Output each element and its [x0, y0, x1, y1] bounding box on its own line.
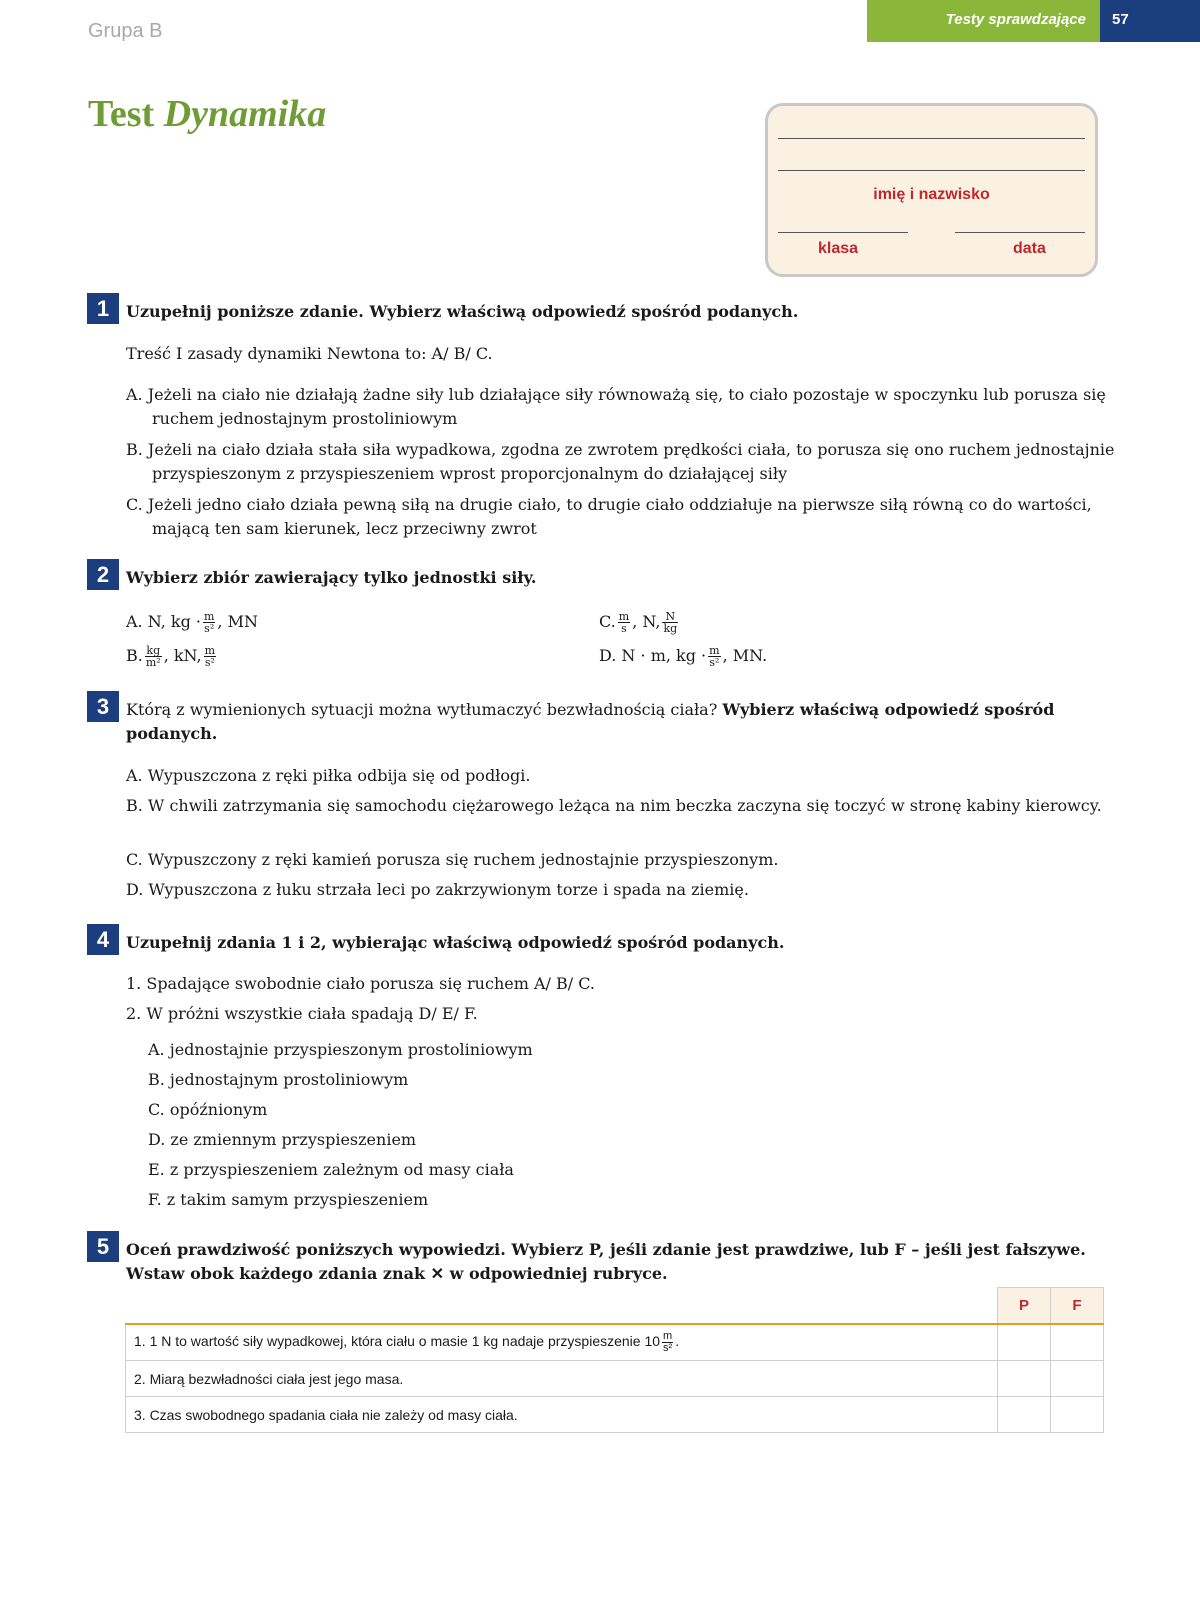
task-2-option-d[interactable]: D. N · m, kg · $\frac{m}{\text{s²}}$ , MN.: [599, 644, 768, 669]
task-number-5: 5: [87, 1231, 119, 1262]
table-row: [126, 1324, 1104, 1361]
group-label: Grupa B: [88, 20, 163, 42]
task-3-option-d[interactable]: D. Wypuszczona z łuku strzała leci po zakrzywionym torze i spada na ziemię.: [126, 880, 749, 899]
answer-f-3[interactable]: [1051, 1397, 1104, 1433]
task-3-option-c[interactable]: C. Wypuszczony z ręki kamień porusza się ruchem jednostajnie przyspieszonym.: [126, 850, 779, 869]
task-4-sentence-1: 1. Spadające swobodnie ciało porusza się ruchem A/ B/ C.: [126, 974, 595, 993]
answer-p-2[interactable]: [998, 1361, 1051, 1397]
task-2-option-a[interactable]: A. N, kg · $\frac{m}{\text{s²}}$ , MN: [126, 610, 258, 635]
task-1-option-a[interactable]: A. Jeżeli na ciało nie działają żadne siły lub działające siły równoważą się, to ciało pozostaje w spoczynku lub porusza się ruchem jednostajnym prostoliniowym: [126, 385, 1106, 428]
fraction: $\frac{m}{\text{s²}}$: [204, 644, 216, 669]
title-name: Dynamika: [163, 93, 327, 135]
name-line-2[interactable]: [778, 170, 1085, 171]
fraction: $\frac{N}{kg}$: [663, 610, 678, 635]
task-1-stem: Treść I zasady dynamiki Newtona to: A/ B/ C.: [126, 344, 493, 363]
answer-p-1[interactable]: [998, 1324, 1051, 1361]
fraction: $\frac{m}{\text{s²}}$: [709, 644, 720, 669]
statement-3: 3. Czas swobodnego spadania ciała nie zależy od masy ciała.: [126, 1397, 998, 1433]
answer-f-1[interactable]: [1051, 1324, 1104, 1361]
task-2-instruction: Wybierz zbiór zawierający tylko jednostki siły.: [126, 568, 537, 587]
column-p-header: P: [998, 1288, 1051, 1325]
answer-f-2[interactable]: [1051, 1361, 1104, 1397]
fraction: $\frac{m}{s}$: [618, 610, 630, 635]
class-line[interactable]: [778, 232, 908, 233]
page-number-banner: [1100, 0, 1200, 42]
date-label: data: [1013, 240, 1046, 257]
task-2-option-c[interactable]: C. $\frac{m}{s}$ , N, $\frac{N}{kg}$: [599, 610, 678, 635]
task-1-instruction: Uzupełnij poniższe zdanie. Wybierz właściwą odpowiedź spośród podanych.: [126, 302, 799, 321]
section-banner: [867, 0, 1100, 42]
section-label: Testy sprawdzające: [945, 11, 1086, 28]
task-3-option-a[interactable]: A. Wypuszczona z ręki piłka odbija się od podłogi.: [126, 766, 531, 785]
task-4-option-c[interactable]: C. opóźnionym: [148, 1100, 268, 1119]
fraction: $\frac{m}{\text{s²}}$: [203, 610, 215, 635]
class-label: klasa: [818, 240, 859, 257]
name-line-1[interactable]: [778, 138, 1085, 139]
true-false-table: [125, 1287, 1104, 1433]
task-number-1: 1: [87, 293, 119, 324]
task-4-option-e[interactable]: E. z przyspieszeniem zależnym od masy ciała: [148, 1160, 514, 1179]
task-number-2: 2: [87, 559, 119, 590]
task-2-option-b[interactable]: B. $\frac{kg}{\text{m²}}$ , kN, $\frac{m}{\text{s²}}$: [126, 644, 216, 669]
answer-p-3[interactable]: [998, 1397, 1051, 1433]
task-4-option-a[interactable]: A. jednostajnie przyspieszonym prostoliniowym: [148, 1040, 533, 1059]
column-f-header: F: [1051, 1288, 1104, 1325]
date-line[interactable]: [955, 232, 1085, 233]
task-1-option-b[interactable]: B. Jeżeli na ciało działa stała siła wypadkowa, zgodna ze zwrotem prędkości ciała, to porusza się ono ruchem jednostajnie przyspieszonym z przyspieszeniem wprost proporcjonalnym do działającej siły: [126, 440, 1115, 483]
fraction: $\frac{kg}{\text{m²}}$: [145, 644, 161, 669]
task-4-sentence-2: 2. W próżni wszystkie ciała spadają D/ E/ F.: [126, 1004, 478, 1023]
task-4-instruction: Uzupełnij zdania 1 i 2, wybierając właściwą odpowiedź spośród podanych.: [126, 933, 785, 952]
table-header-row: [126, 1288, 1104, 1325]
task-4-option-d[interactable]: D. ze zmiennym przyspieszeniem: [148, 1130, 417, 1149]
page-title: [88, 92, 326, 136]
task-4-option-b[interactable]: B. jednostajnym prostoliniowym: [148, 1070, 409, 1089]
task-number-4: 4: [87, 924, 119, 955]
table-row: [126, 1397, 1104, 1433]
table-row: [126, 1361, 1104, 1397]
name-label: imię i nazwisko: [873, 186, 990, 203]
statement-1: 1. 1 N to wartość siły wypadkowej, która ciału o masie 1 kg nadaje przyspieszenie 10 $\frac{m}{\text{s²}}$ .: [126, 1324, 998, 1361]
fraction: $\frac{m}{\text{s²}}$: [663, 1330, 673, 1354]
task-3-instruction: Którą z wymienionych sytuacji można wytłumaczyć bezwładnością ciała? Wybierz właściwą odpowiedź spośród podanych.: [126, 700, 1055, 743]
table-header-blank: [126, 1288, 998, 1325]
task-3-option-b[interactable]: B. W chwili zatrzymania się samochodu ciężarowego leżąca na nim beczka zaczyna się toczyć w stronę kabiny kierowcy.: [126, 796, 1102, 815]
task-5-instruction: Oceń prawdziwość poniższych wypowiedzi. Wybierz P, jeśli zdanie jest prawdziwe, lub F – jeśli jest fałszywe. Wstaw obok każdego zdania znak ✕ w odpowiedniej rubryce.: [126, 1240, 1086, 1283]
title-prefix: Test: [88, 93, 155, 135]
page-number: 57: [1112, 11, 1129, 28]
task-number-3: 3: [87, 691, 119, 722]
student-info-box: [765, 103, 1098, 277]
task-4-option-f[interactable]: F. z takim samym przyspieszeniem: [148, 1190, 429, 1209]
task-1-option-c[interactable]: C. Jeżeli jedno ciało działa pewną siłą na drugie ciało, to drugie ciało oddziałuje na pierwsze siłą równą co do wartości, mającą ten sam kierunek, lecz przeciwny zwrot: [126, 495, 1092, 538]
statement-2: 2. Miarą bezwładności ciała jest jego masa.: [126, 1361, 998, 1397]
